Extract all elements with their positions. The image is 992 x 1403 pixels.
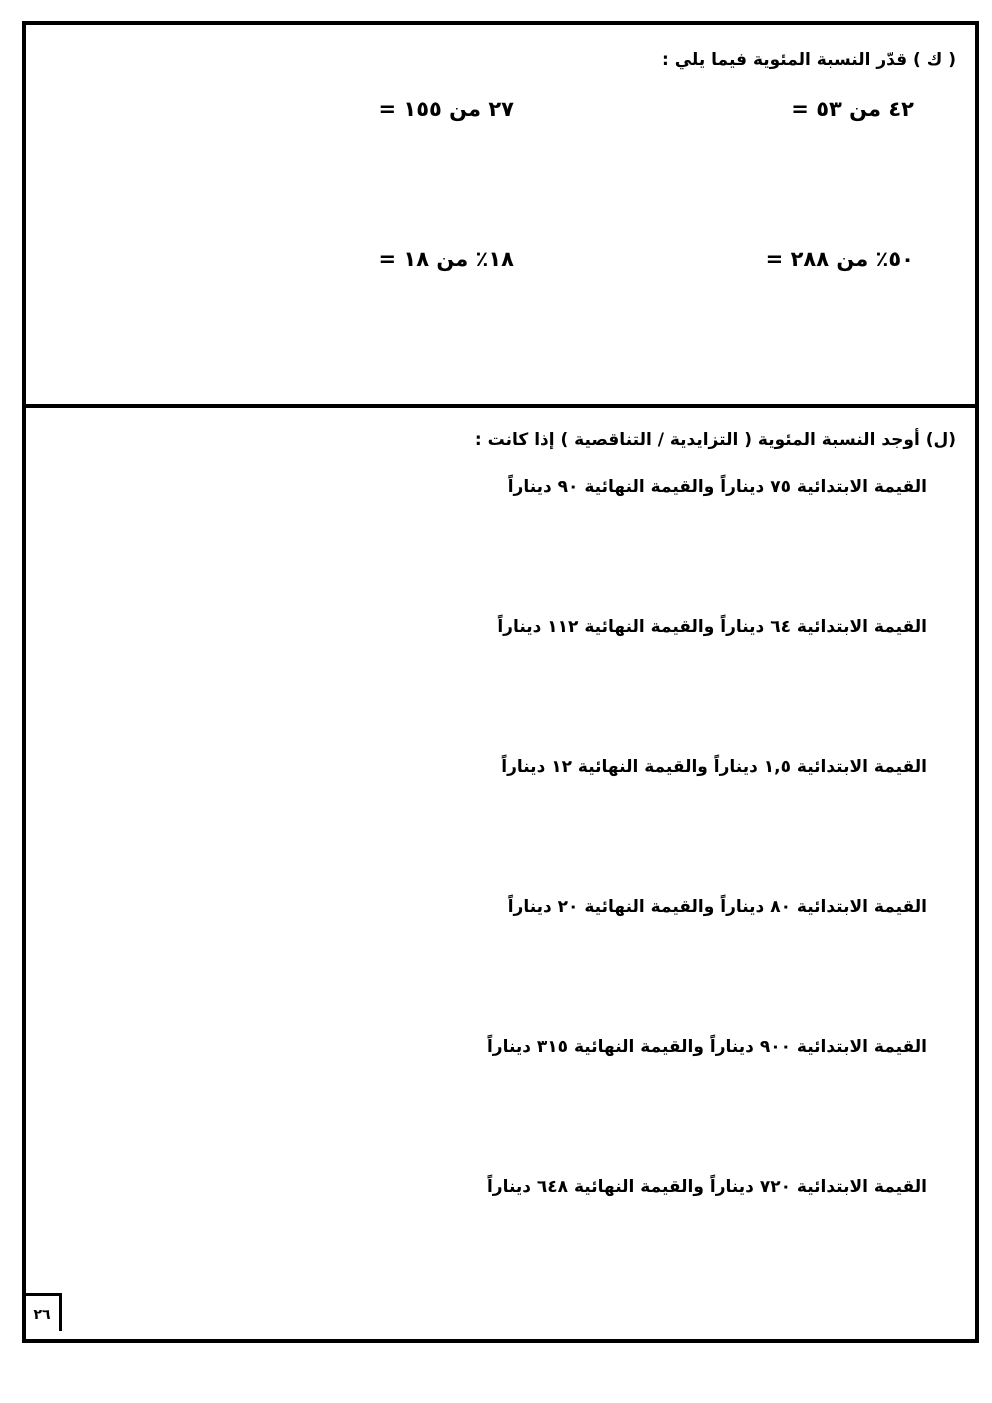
section-l-heading: (ل) أوجد النسبة المئوية ( التزايدية / التناقصية ) إذا كانت : — [474, 430, 956, 450]
section-divider — [22, 404, 979, 408]
problem-l-6: القيمة الابتدائية ٧٢٠ ديناراً والقيمة النهائية ٦٤٨ ديناراً — [486, 1177, 927, 1197]
problem-k-2: ٢٧ من ١٥٥ = — [378, 97, 514, 121]
problem-l-2: القيمة الابتدائية ٦٤ ديناراً والقيمة النهائية ١١٢ ديناراً — [497, 617, 927, 637]
problem-l-5: القيمة الابتدائية ٩٠٠ ديناراً والقيمة النهائية ٣١٥ ديناراً — [486, 1037, 927, 1057]
worksheet-frame — [22, 21, 979, 1343]
page-number: ٢٦ — [33, 1307, 51, 1323]
problem-k-1: ٤٢ من ٥٣ = — [791, 97, 914, 121]
problem-l-1: القيمة الابتدائية ٧٥ ديناراً والقيمة النهائية ٩٠ ديناراً — [507, 477, 927, 497]
problem-k-3: ٥٠٪ من ٢٨٨ = — [765, 247, 914, 271]
problem-l-4: القيمة الابتدائية ٨٠ ديناراً والقيمة النهائية ٢٠ ديناراً — [507, 897, 927, 917]
problem-k-4: ١٨٪ من ١٨ = — [378, 247, 514, 271]
section-k-heading: ( ك ) قدّر النسبة المئوية فيما يلي : — [662, 50, 956, 70]
problem-l-3: القيمة الابتدائية ١,٥ ديناراً والقيمة النهائية ١٢ ديناراً — [501, 757, 927, 777]
